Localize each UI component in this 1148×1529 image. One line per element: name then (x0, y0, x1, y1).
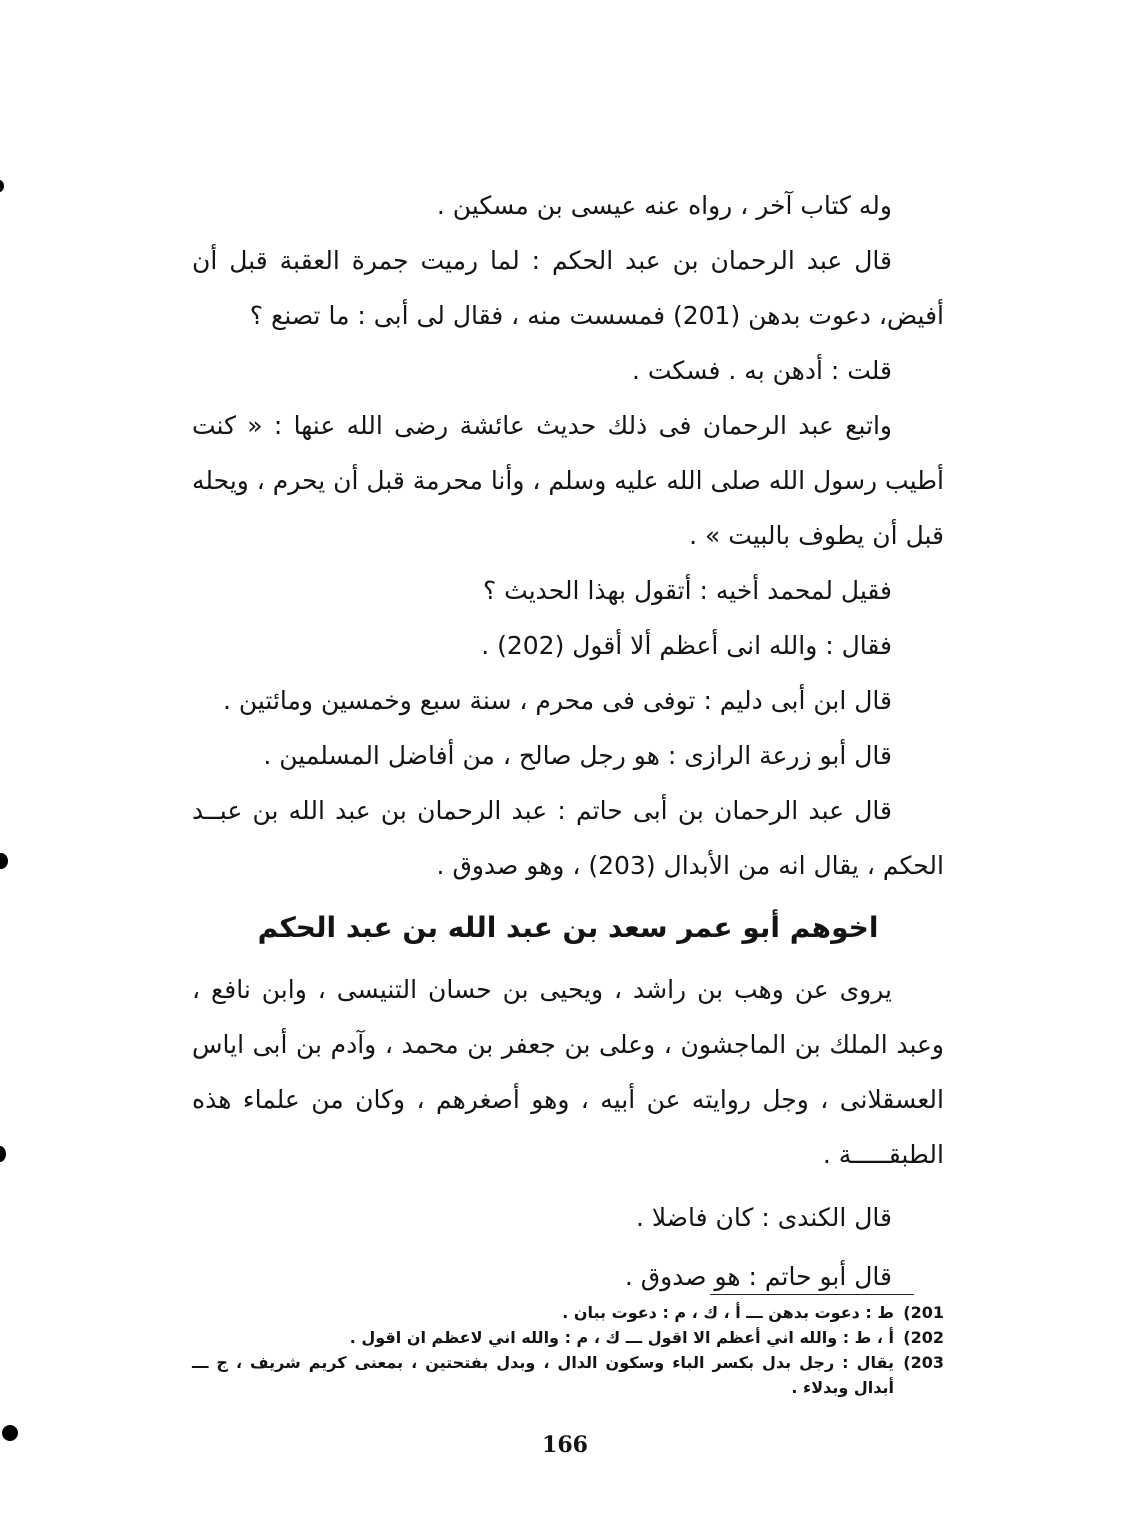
scan-hole-mark (2, 1425, 18, 1441)
paragraph: قال الكندى : كان فاضلا . (635, 1203, 892, 1232)
paragraph: قال أبو زرعة الرازى : هو رجل صالح ، من أفاضل المسلمين . (263, 741, 892, 770)
main-text-bottom (192, 962, 944, 1304)
paragraph: واتبع عبد الرحمان فى ذلك حديث عائشة رضى الله عنها : « كنت أطيب رسول الله صلى الله عليه وسلم ، وأنا محرمة قبل أن يحرم ، ويحله قبل أن يطوف بالبيت » . (192, 411, 944, 550)
footnote-number: (203 (903, 1353, 944, 1372)
paragraph: قال عبد الرحمان بن أبى حاتم : عبد الرحمان بن عبد الله بن عبــد الحكم ، يقال انه من الأبدال (203) ، وهو صدوق . (192, 796, 944, 880)
footnotes (192, 1300, 944, 1400)
paragraph: قال عبد الرحمان بن عبد الحكم : لما رميت جمرة العقبة قبل أن أفيض، دعوت بدهن (201) فمسست منه ، فقال لى أبى : ما تصنع ؟ (192, 246, 944, 330)
footnote (192, 1325, 944, 1350)
paragraph: قلت : أدهن به . فسكت . (631, 356, 892, 385)
footnote-text: يقال : رجل بدل بكسر الباء وسكون الدال ، وبدل بفتحتين ، بمعنى كريم شريف ، ج ـــ أبدال وبدلاء . (192, 1353, 894, 1397)
paragraph: يروى عن وهب بن راشد ، ويحيى بن حسان التنيسى ، وابن نافع ، وعبد الملك بن الماجشون ، وعلى بن جعفر بن محمد ، وآدم بن أبى اياس العسقلانى ، وجل روايته عن أبيه ، وهو أصغرهم ، وكان من علماء هذه الطبقـــــة . (192, 975, 944, 1169)
scan-hole-mark (0, 853, 8, 869)
paragraph: فقيل لمحمد أخيه : أتقول بهذا الحديث ؟ (482, 576, 892, 605)
paragraph: وله كتاب آخر ، رواه عنه عيسى بن مسكين . (436, 191, 892, 220)
footnote-text: أ ، ط : والله اني أعظم الا اقول ـــ ك ، م : والله اني لاعظم ان اقول . (349, 1328, 894, 1347)
footnote (192, 1300, 944, 1325)
paragraph: قال أبو حاتم : هو صدوق . (624, 1262, 892, 1291)
footnote-separator (710, 1294, 914, 1295)
footnote-number: (201 (903, 1303, 944, 1322)
scan-hole-mark (0, 1146, 6, 1162)
paragraph: قال ابن أبى دليم : توفى فى محرم ، سنة سبع وخمسين ومائتين . (222, 686, 892, 715)
footnote-text: ط : دعوت بدهن ـــ أ ، ك ، م : دعوت ببان . (562, 1303, 894, 1322)
footnote-number: (202 (903, 1328, 944, 1347)
main-text-top (192, 178, 944, 893)
paragraph: فقال : والله انى أعظم ألا أقول (202) . (481, 631, 892, 660)
scan-hole-mark (0, 180, 4, 192)
page-number: 166 (542, 1432, 588, 1458)
footnote (192, 1350, 944, 1400)
section-heading: اخوهم أبو عمر سعد بن عبد الله بن عبد الحكم (257, 911, 879, 944)
